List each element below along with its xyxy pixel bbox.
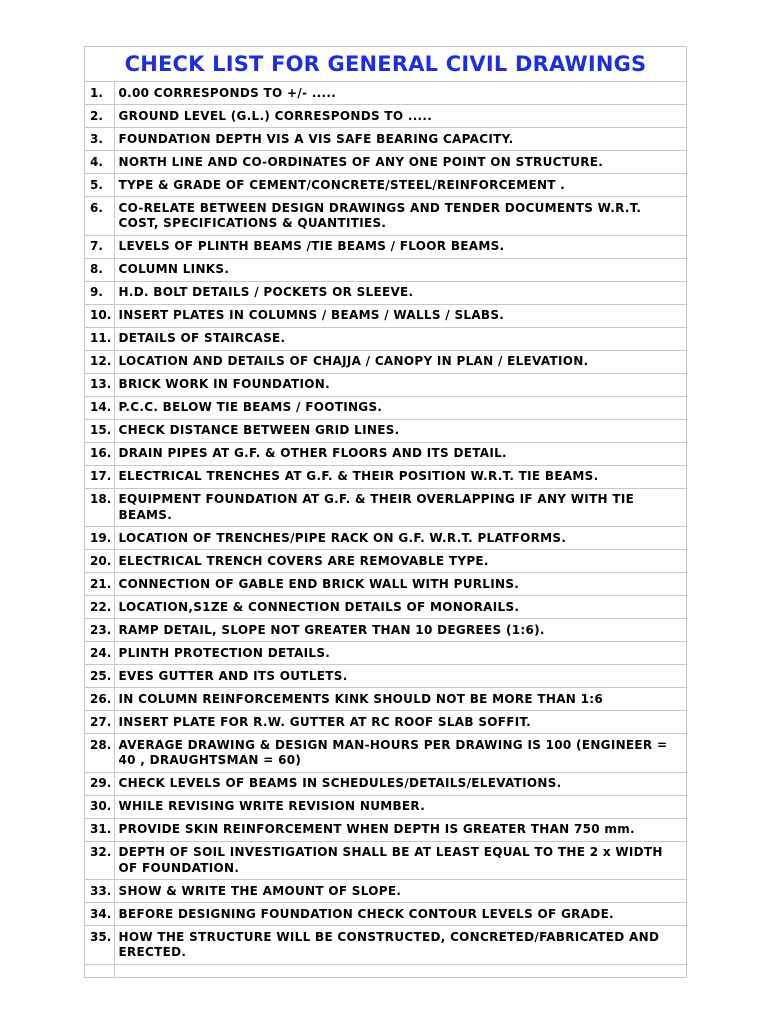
checklist-row xyxy=(85,795,686,818)
item-number: 17. xyxy=(85,465,114,488)
item-text: INSERT PLATE FOR R.W. GUTTER AT RC ROOF SLAB SOFFIT. xyxy=(114,711,686,734)
item-number: 34. xyxy=(85,903,114,926)
checklist-row xyxy=(85,619,686,642)
checklist-row xyxy=(85,527,686,550)
item-number: 23. xyxy=(85,619,114,642)
item-text: DETAILS OF STAIRCASE. xyxy=(114,327,686,350)
item-number: 8. xyxy=(85,258,114,281)
checklist-row xyxy=(85,596,686,619)
item-number: 2. xyxy=(85,105,114,128)
item-number: 15. xyxy=(85,419,114,442)
checklist-row xyxy=(85,350,686,373)
checklist-row xyxy=(85,419,686,442)
item-number: 6. xyxy=(85,197,114,236)
item-text: CO-RELATE BETWEEN DESIGN DRAWINGS AND TENDER DOCUMENTS W.R.T. COST, SPECIFICATIONS & QUANTITIES. xyxy=(114,197,686,236)
item-text: NORTH LINE AND CO-ORDINATES OF ANY ONE POINT ON STRUCTURE. xyxy=(114,151,686,174)
checklist-row xyxy=(85,281,686,304)
item-text: P.C.C. BELOW TIE BEAMS / FOOTINGS. xyxy=(114,396,686,419)
checklist-row xyxy=(85,841,686,880)
item-text: WHILE REVISING WRITE REVISION NUMBER. xyxy=(114,795,686,818)
item-text: LOCATION OF TRENCHES/PIPE RACK ON G.F. W.R.T. PLATFORMS. xyxy=(114,527,686,550)
item-number: 25. xyxy=(85,665,114,688)
item-number: 13. xyxy=(85,373,114,396)
checklist-row xyxy=(85,880,686,903)
checklist-row xyxy=(85,197,686,236)
checklist-row xyxy=(85,903,686,926)
item-text: PLINTH PROTECTION DETAILS. xyxy=(114,642,686,665)
checklist-table xyxy=(85,82,686,978)
checklist-sheet xyxy=(84,46,687,978)
item-text: ELECTRICAL TRENCHES AT G.F. & THEIR POSITION W.R.T. TIE BEAMS. xyxy=(114,465,686,488)
item-text: EVES GUTTER AND ITS OUTLETS. xyxy=(114,665,686,688)
checklist-row xyxy=(85,772,686,795)
item-number: 32. xyxy=(85,841,114,880)
item-text: CHECK DISTANCE BETWEEN GRID LINES. xyxy=(114,419,686,442)
item-text: CONNECTION OF GABLE END BRICK WALL WITH PURLINS. xyxy=(114,573,686,596)
checklist-row xyxy=(85,465,686,488)
item-text: LOCATION,S1ZE & CONNECTION DETAILS OF MONORAILS. xyxy=(114,596,686,619)
empty-cell xyxy=(114,964,686,977)
item-number: 30. xyxy=(85,795,114,818)
item-number: 4. xyxy=(85,151,114,174)
checklist-row xyxy=(85,174,686,197)
item-number: 27. xyxy=(85,711,114,734)
checklist-row xyxy=(85,642,686,665)
item-text: DRAIN PIPES AT G.F. & OTHER FLOORS AND ITS DETAIL. xyxy=(114,442,686,465)
checklist-row xyxy=(85,734,686,773)
item-number: 29. xyxy=(85,772,114,795)
item-text: LOCATION AND DETAILS OF CHAJJA / CANOPY IN PLAN / ELEVATION. xyxy=(114,350,686,373)
item-text: COLUMN LINKS. xyxy=(114,258,686,281)
item-number: 21. xyxy=(85,573,114,596)
item-text: RAMP DETAIL, SLOPE NOT GREATER THAN 10 DEGREES (1:6). xyxy=(114,619,686,642)
item-text: SHOW & WRITE THE AMOUNT OF SLOPE. xyxy=(114,880,686,903)
checklist-row xyxy=(85,818,686,841)
checklist-row xyxy=(85,711,686,734)
item-text: GROUND LEVEL (G.L.) CORRESPONDS TO ..... xyxy=(114,105,686,128)
checklist-row xyxy=(85,442,686,465)
item-number: 20. xyxy=(85,550,114,573)
checklist-row xyxy=(85,550,686,573)
checklist-row xyxy=(85,665,686,688)
item-text: AVERAGE DRAWING & DESIGN MAN-HOURS PER DRAWING IS 100 (ENGINEER = 40 , DRAUGHTSMAN = 60) xyxy=(114,734,686,773)
item-number: 19. xyxy=(85,527,114,550)
item-text: FOUNDATION DEPTH VIS A VIS SAFE BEARING CAPACITY. xyxy=(114,128,686,151)
item-number: 18. xyxy=(85,488,114,527)
item-number: 9. xyxy=(85,281,114,304)
item-text: TYPE & GRADE OF CEMENT/CONCRETE/STEEL/REINFORCEMENT . xyxy=(114,174,686,197)
item-number: 11. xyxy=(85,327,114,350)
item-number: 35. xyxy=(85,926,114,965)
checklist-row xyxy=(85,396,686,419)
checklist-row xyxy=(85,688,686,711)
item-text: H.D. BOLT DETAILS / POCKETS OR SLEEVE. xyxy=(114,281,686,304)
item-number: 10. xyxy=(85,304,114,327)
item-number: 7. xyxy=(85,235,114,258)
item-text: INSERT PLATES IN COLUMNS / BEAMS / WALLS / SLABS. xyxy=(114,304,686,327)
item-text: LEVELS OF PLINTH BEAMS /TIE BEAMS / FLOOR BEAMS. xyxy=(114,235,686,258)
empty-cell xyxy=(85,964,114,977)
checklist-row xyxy=(85,128,686,151)
checklist-row xyxy=(85,151,686,174)
item-text: HOW THE STRUCTURE WILL BE CONSTRUCTED, CONCRETED/FABRICATED AND ERECTED. xyxy=(114,926,686,965)
item-text: EQUIPMENT FOUNDATION AT G.F. & THEIR OVERLAPPING IF ANY WITH TIE BEAMS. xyxy=(114,488,686,527)
item-number: 33. xyxy=(85,880,114,903)
item-text: ELECTRICAL TRENCH COVERS ARE REMOVABLE TYPE. xyxy=(114,550,686,573)
item-number: 31. xyxy=(85,818,114,841)
item-number: 3. xyxy=(85,128,114,151)
item-number: 22. xyxy=(85,596,114,619)
checklist-row xyxy=(85,105,686,128)
item-text: CHECK LEVELS OF BEAMS IN SCHEDULES/DETAILS/ELEVATIONS. xyxy=(114,772,686,795)
checklist-row xyxy=(85,488,686,527)
checklist-row xyxy=(85,258,686,281)
checklist-row xyxy=(85,82,686,105)
checklist-row xyxy=(85,573,686,596)
item-number: 1. xyxy=(85,82,114,105)
item-text: PROVIDE SKIN REINFORCEMENT WHEN DEPTH IS GREATER THAN 750 mm. xyxy=(114,818,686,841)
item-text: BRICK WORK IN FOUNDATION. xyxy=(114,373,686,396)
item-number: 24. xyxy=(85,642,114,665)
page-title: CHECK LIST FOR GENERAL CIVIL DRAWINGS xyxy=(85,47,686,82)
checklist-row xyxy=(85,304,686,327)
item-number: 12. xyxy=(85,350,114,373)
item-number: 16. xyxy=(85,442,114,465)
empty-row xyxy=(85,964,686,977)
item-text: BEFORE DESIGNING FOUNDATION CHECK CONTOUR LEVELS OF GRADE. xyxy=(114,903,686,926)
checklist-row xyxy=(85,235,686,258)
item-number: 28. xyxy=(85,734,114,773)
item-number: 14. xyxy=(85,396,114,419)
item-number: 5. xyxy=(85,174,114,197)
item-text: IN COLUMN REINFORCEMENTS KINK SHOULD NOT BE MORE THAN 1:6 xyxy=(114,688,686,711)
checklist-row xyxy=(85,373,686,396)
checklist-row xyxy=(85,926,686,965)
item-text: DEPTH OF SOIL INVESTIGATION SHALL BE AT LEAST EQUAL TO THE 2 x WIDTH OF FOUNDATION. xyxy=(114,841,686,880)
checklist-row xyxy=(85,327,686,350)
item-number: 26. xyxy=(85,688,114,711)
item-text: 0.00 CORRESPONDS TO +/- ..... xyxy=(114,82,686,105)
